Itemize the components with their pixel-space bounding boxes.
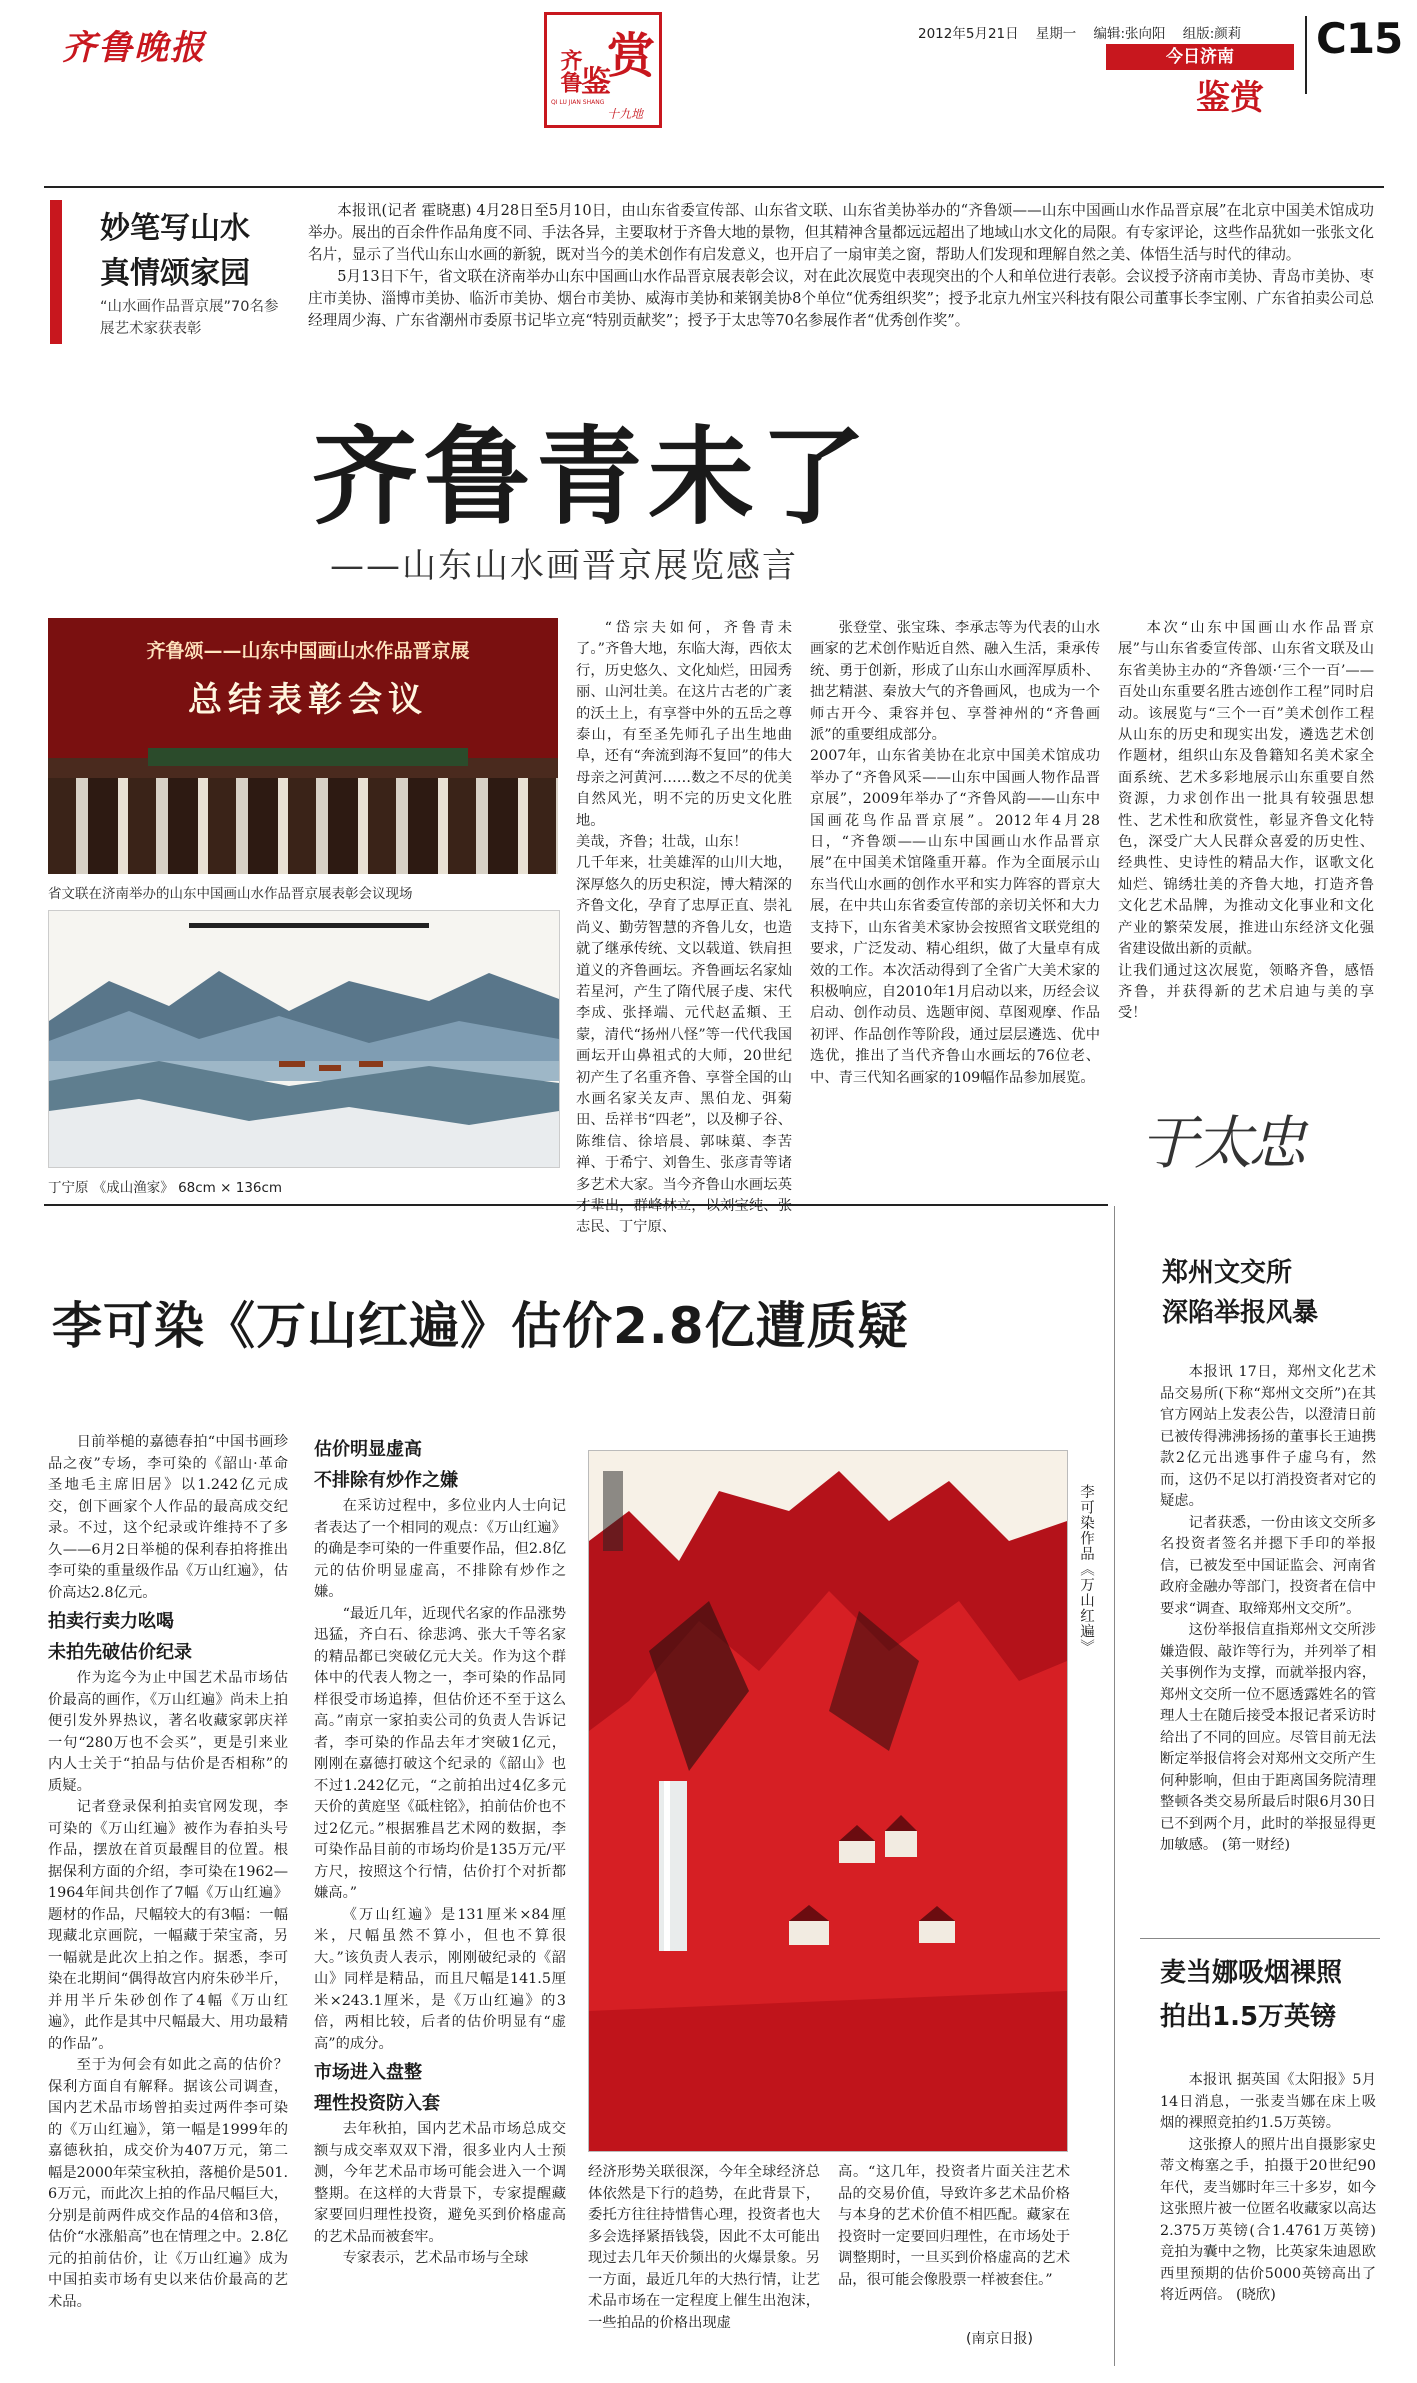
intro-red-bar xyxy=(50,200,62,344)
li-keran-headline: 李可染《万山红遍》估价2.8亿遭质疑 xyxy=(52,1297,909,1355)
painting-chengshan-caption: 丁宁原 《成山渔家》 68cm × 136cm xyxy=(48,1180,283,1196)
li-keran-bottom-col-1: 经济形势关联很深，今年全球经济总体依然是下行的趋势，在此背景下，委托方往往持惜售心理，投资者也大多会选择紧捂钱袋，因此不太可能出现过去几年天价频出的火爆景象。另一方面，最近几年的大热行情，让艺术品市场在一定程度上催生出泡沫，一些拍品的价格出现虚 xyxy=(588,2164,820,2331)
mcdonald-p2: 这张撩人的照片出自摄影家史蒂文梅塞之手，拍摄于20世纪90年代，麦当娜时年三十多岁，如今这张照片被一位匿名收藏家以高达2.375万英镑(合1.4761万英镑)竞拍为囊中之物，比英家朱迪恩欧西里预期的估价5000英镑高出了将近两倍。 (晓欣) xyxy=(1160,2136,1376,2303)
li-keran-source: (南京日报) xyxy=(966,2331,1033,2347)
li-keran-c2-p5: 专家表示，艺术品市场与全球 xyxy=(342,2250,529,2266)
issue-layout: 组版:颜莉 xyxy=(1182,26,1242,42)
issue-editor: 编辑:张向阳 xyxy=(1093,26,1166,42)
page-number-divider xyxy=(1305,16,1307,94)
logo-char-1: 齐鲁 xyxy=(557,49,583,93)
intro-body xyxy=(308,200,1374,332)
mcdonald-headline-2: 拍出1.5万英镑 xyxy=(1160,2002,1337,2032)
feature-signature: 于太忠 xyxy=(1140,1109,1303,1177)
zhengzhou-p3: 这份举报信直指郑州文交所涉嫌造假、敲诈等行为，并列举了相关事例作为支撑，而就举报内容，郑州文交所一位不愿透露姓名的管理人士在随后接受本报记者采访时给出了不同的回应。尽管目前无法断定举报信将会对郑州文交所产生何种影响，但由于距离国务院清理整顿各类交易所最后时限6月30日已不到两个月，此时的举报显得更加敏感。 (第一财经) xyxy=(1160,1622,1376,1853)
painting-wanshan-art xyxy=(589,1451,1067,2151)
zhengzhou-headline-2: 深陷举报风暴 xyxy=(1162,1298,1319,1328)
intro-headline-2: 真情颂家园 xyxy=(100,256,250,291)
li-keran-c1-h2: 未拍先破估价纪录 xyxy=(48,1642,192,1663)
li-keran-c1-h1: 拍卖行卖力吆喝 xyxy=(48,1611,174,1632)
li-keran-c2-p2: “最近几年，近现代名家的作品涨势迅猛，齐白石、徐悲鸿、张大千等名家的精品都已突破亿元大关。作为这个群体中的代表人物之一，李可染的作品同样很受市场追捧，但估价还不至于这么高。”南京一家拍卖公司的负责人告诉记者，李可染的作品去年才突破1亿元，刚刚在嘉德打破这个纪录的《韶山》也不过1.242亿元，“之前拍出过4亿多元天价的黄庭坚《砥柱铭》，拍前估价也不过2亿元。”根据雅昌艺术网的数据，李可染作品目前的市场均价是135万元/平方尺，按照这个行情，估价打个对折都嫌高。” xyxy=(314,1605,566,1901)
photo-audience xyxy=(48,778,558,874)
intro-subhead: “山水画作品晋京展”70名参展艺术家获表彰 xyxy=(100,299,279,337)
li-keran-c2-p1: 在采访过程中，多位业内人士向记者表达了一个相同的观点：《万山红遍》的确是李可染的一件重要作品，但2.8亿元的估价明显虚高，不排除有炒作之嫌。 xyxy=(314,1498,566,1600)
paper-name: 齐鲁晚报 xyxy=(62,28,206,68)
meeting-photo-caption: 省文联在济南举办的山东中国画山水作品晋京展表彰会议现场 xyxy=(48,886,413,902)
feature-column-2: 张登堂、张宝珠、李承志等为代表的山水画家的艺术创作贴近自然、融入生活，秉承传统、勇于创新，形成了山东山水画浑厚质朴、拙艺精湛、秦放大气的齐鲁画风，也成为一个师古开今、秉容并包、享誉神州的“齐鲁画派”的重要组成部分。 2007年，山东省美协在北京中国美术馆成功举办了“齐鲁风采——山东中国画人物作品晋京展”，2009年举办了“齐鲁风韵——山东中国画花鸟作品晋京展”。2012年4月28日，“齐鲁颂——山东中国画山水作品晋京展”在中国美术馆隆重开幕。作为全面展示山东当代山水画的创作水平和实力阵容的晋京大展，在中共山东省委宣传部的亲切关怀和大力支持下，山东省美术家协会按照省文联党组的要求，广泛发动、精心组织，做了大量卓有成效的工作。本次活动得到了全省广大美术家的积极响应，自2010年1月启动以来，历经会议启动、创作动员、选题审阅、草图观摩、作品初评、作品创作等阶段，通过层层遴选、优中选优，推出了当代齐鲁山水画坛的76位老、中、青三代知名画家的109幅作品参加展览。 xyxy=(810,620,1100,1086)
intro-paragraph-2: 5月13日下午，省文联在济南举办山东中国画山水作品晋京展表彰会议，对在此次展览中表现突出的个人和单位进行表彰。会议授予济南市美协、青岛市美协、枣庄市美协、淄博市美协、临沂市美协、烟台市美协、威海市美协和莱钢美协8个单位“优秀组织奖”；授予北京九州宝兴科技有限公司董事长李宝刚、广东省拍卖公司总经理周少海、广东省潮州市委原书记毕立亮“特别贡献奖”；授予于太忠等70名参展作者“优秀创作奖”。 xyxy=(308,268,1374,329)
mcdonald-p1: 本报讯 据英国《太阳报》5月14日消息，一张麦当娜在床上吸烟的裸照竞拍约1.5万英镑。 xyxy=(1160,2072,1376,2131)
feature-title: 齐鲁青未了 xyxy=(312,416,872,539)
photo-banner-main: 总结表彰会议 xyxy=(188,680,428,720)
intro-paragraph-1: 本报讯(记者 霍晓惠) 4月28日至5月10日，由山东省委宣传部、山东省文联、山东省美协举办的“齐鲁颂——山东中国画山水作品晋京展”在北京中国美术馆成功举办。展出的百余件作品角度不同、手法各异，主要取材于齐鲁大地的景物，但其精神含量都远远超出了地域山水文化的局限。有专家评论，这些作品犹如一张张文化名片，显示了当代山东山水画的新貌，既对当今的美术创作有启发意义，也开启了一扇审美之窗，帮助人们发现和理解自然之美、体悟生活与时代的律动。 xyxy=(308,202,1374,263)
issue-date: 2012年5月21日 xyxy=(918,26,1019,42)
logo-signature: 十九地 xyxy=(607,107,644,121)
li-keran-c2-p4: 去年秋拍，国内艺术品市场总成交额与成交率双双下滑，很多业内人士预测，今年艺术品市场可能会进入一个调整期。在这样的大背景下，专家提醒藏家要回归理性投资，避免买到价格虚高的艺术品而被套牢。 xyxy=(314,2121,566,2245)
painting-wanshan-caption: 李可染作品《万山红遍》 xyxy=(1078,1484,1094,1655)
li-keran-c1-p1: 日前举槌的嘉德春拍“中国书画珍品之夜”专场，李可染的《韶山·革命圣地毛主席旧居》以1.242亿元成交，创下画家个人作品的最高成交纪录。不过，这个纪录或许维持不了多久——6月2日举槌的保利春拍将推出李可染的重量级作品《万山红遍》，估价高达2.8亿元。 xyxy=(48,1434,288,1601)
section-logo xyxy=(544,12,662,128)
li-keran-column-2 xyxy=(314,1432,566,2270)
li-keran-c1-p4: 至于为何会有如此之高的估价？保利方面自有解释。据该公司调查，国内艺术品市场曾拍卖过两件李可染的《万山红遍》，第一幅是1999年的嘉德秋拍，成交价为407万元，第二幅是2000年荣宝秋拍，落槌价是501.6万元，而此次上拍的作品尺幅巨大，分别是前两件成交作品的4倍和3倍，估价“水涨船高”也在情理之中。2.8亿元的拍前估价，让《万山红遍》成为中国拍卖市场有史以来估价最高的艺术品。 xyxy=(48,2057,288,2310)
masthead-rule xyxy=(44,186,1384,188)
meeting-photo xyxy=(48,618,558,874)
page-number: C15 xyxy=(1316,14,1403,63)
section-name: 鉴赏 xyxy=(1196,78,1264,118)
issue-info xyxy=(918,22,1241,42)
li-keran-c1-p3: 记者登录保利拍卖官网发现，李可染的《万山红遍》被作为春拍头号作品，摆放在首页最醒目的位置。根据保利方面的介绍，李可染在1962—1964年间共创作了7幅《万山红遍》题材的作品，尺幅较大的有3幅：一幅现藏北京画院，一幅藏于荣宝斋，另一幅就是此次上拍之作。据悉，李可染在北期间“偶得故宫内府朱砂半斤，并用半斤朱砂创作了4幅《万山红遍》，此作是其中尺幅最大、用功最精的作品”。 xyxy=(48,1799,288,2052)
li-keran-column-1 xyxy=(48,1432,288,2313)
feature-column-3: 本次“山东中国画山水作品晋京展”与山东省委宣传部、山东省文联及山东省美协主办的“齐鲁颂·‘三个一百’——百处山东重要名胜古迹创作工程”同时启动。该展览与“三个一百”美术创作工程从山东的历史和现实出发，遴选艺术创作题材，组织山东及鲁籍知名美术家全面系统、艺术多彩地展示山东重要自然资源，力求创作出一批具有较强思想性、艺术性和欣赏性，彰显齐鲁文化特色，深受广大人民群众喜爱的历史性、经典性、史诗性的精品大作，讴歌文化灿烂、锦绣壮美的齐鲁大地，打造齐鲁文化艺术品牌，为推动文化事业和文化产业的繁荣发展，推进山东经济文化强省建设做出新的贡献。 让我们通过这次展览，领略齐鲁，感悟齐鲁，并获得新的艺术启迪与美的享受！ xyxy=(1118,620,1374,1022)
section-divider xyxy=(44,1204,1108,1206)
zhengzhou-headline-1: 郑州文交所 xyxy=(1162,1258,1293,1288)
li-keran-c2-h3: 市场进入盘整 xyxy=(314,2062,422,2083)
painting-wanshan-hongbian xyxy=(588,1450,1068,2152)
li-keran-c2-h2: 不排除有炒作之嫌 xyxy=(314,1470,458,1491)
logo-char-3: 鉴 xyxy=(581,65,611,100)
li-keran-c1-p2: 作为迄今为止中国艺术品市场估价最高的画作，《万山红遍》尚未上拍便引发外界热议，著名收藏家郭庆祥一句“280万也不会买”，更是引来业内人士关于“拍品与估价是否相称”的质疑。 xyxy=(48,1670,288,1794)
issue-weekday: 星期一 xyxy=(1035,26,1077,42)
masthead xyxy=(0,0,1417,190)
mcdonald-headline-1: 麦当娜吸烟裸照 xyxy=(1160,1958,1343,1988)
li-keran-c2-h4: 理性投资防入套 xyxy=(314,2093,440,2114)
li-keran-c2-h1: 估价明显虚高 xyxy=(314,1439,422,1460)
logo-small-text: QI LU JIAN SHANG xyxy=(551,99,605,106)
photo-stage-table xyxy=(148,748,468,766)
mcdonald-body xyxy=(1160,2070,1376,2307)
photo-banner-top: 齐鲁颂——山东中国画山水作品晋京展 xyxy=(146,640,470,662)
painting-chengshan xyxy=(48,910,560,1168)
intro-headline-1: 妙笔写山水 xyxy=(100,211,250,246)
zhengzhou-body xyxy=(1160,1362,1376,1857)
sidebar-split-rule xyxy=(1140,1938,1380,1939)
li-keran-c2-p3: 《万山红遍》是131厘米×84厘米，尺幅虽然不算小，但也不算很大。”该负责人表示，刚刚破纪录的《韶山》同样是精品，而且尺幅是141.5厘米×243.1厘米，是《万山红遍》的3倍，两相比较，后者的估价明显有“虚高”的成分。 xyxy=(314,1906,566,2052)
zhengzhou-p1: 本报讯 17日，郑州文化艺术品交易所(下称“郑州文交所”)在其官方网站上发表公告，以澄清日前已被传得沸沸扬扬的董事长王迪携款2亿元出逃事件子虚乌有，然而，这仍不足以打消投资者对它的疑虑。 xyxy=(1160,1364,1376,1509)
feature-subtitle: ——山东山水画晋京展览感言 xyxy=(330,546,798,586)
sidebar-divider xyxy=(1114,1206,1115,2366)
section-tag: 今日济南 xyxy=(1106,44,1294,70)
li-keran-bottom-col-2: 高。“这几年，投资者片面关注艺术品的交易价值，导致许多艺术品价格与本身的艺术价值不相匹配。藏家在投资时一定要回归理性，在市场处于调整期时，一旦买到价格虚高的艺术品，很可能会像股票一样被套住。” xyxy=(838,2164,1070,2288)
feature-column-1: “岱宗夫如何，齐鲁青未了。”齐鲁大地，东临大海，西依太行，历史悠久、文化灿烂，田园秀丽、山河壮美。在这片古老的广袤的沃土上，有享誉中外的五岳之尊泰山，有至圣先师孔子出生地曲阜，还有“奔流到海不复回”的伟大母亲之河黄河……数之不尽的优美自然风光，明不完的历史文化胜地。 美哉，齐鲁；壮哉，山东！ 几千年来，壮美雄浑的山川大地，深厚悠久的历史积淀，博大精深的齐鲁文化，孕育了忠厚正直、崇礼尚义、勤劳智慧的齐鲁儿女，也造就了继承传统、文以载道、铁肩担道义的齐鲁画坛。齐鲁画坛名家灿若星河，产生了隋代展子虔、宋代李成、张择端、元代赵孟頫、王蒙，清代“扬州八怪”等一代代我国画坛开山鼻祖式的大师，20世纪初产生了名重齐鲁、享誉全国的山水画名家关友声、黑伯龙、弭菊田、岳祥书“四老”，以及柳子谷、陈维信、徐培晨、郭味蕖、李苦禅、于希宁、刘鲁生、张彦青等诸多艺术大家。当今齐鲁山水画坛英 志民、丁宁原、 xyxy=(576,620,792,1236)
zhengzhou-p2: 记者获悉，一份由该文交所多名投资者签名并摁下手印的举报信，已被发至中国证监会、河南省政府金融办等部门，投资者在信中要求“调查、取缔郑州文交所”。 xyxy=(1160,1514,1376,1617)
logo-char-4: 赏 xyxy=(607,28,656,84)
painting-chengshan-art xyxy=(49,911,559,1167)
